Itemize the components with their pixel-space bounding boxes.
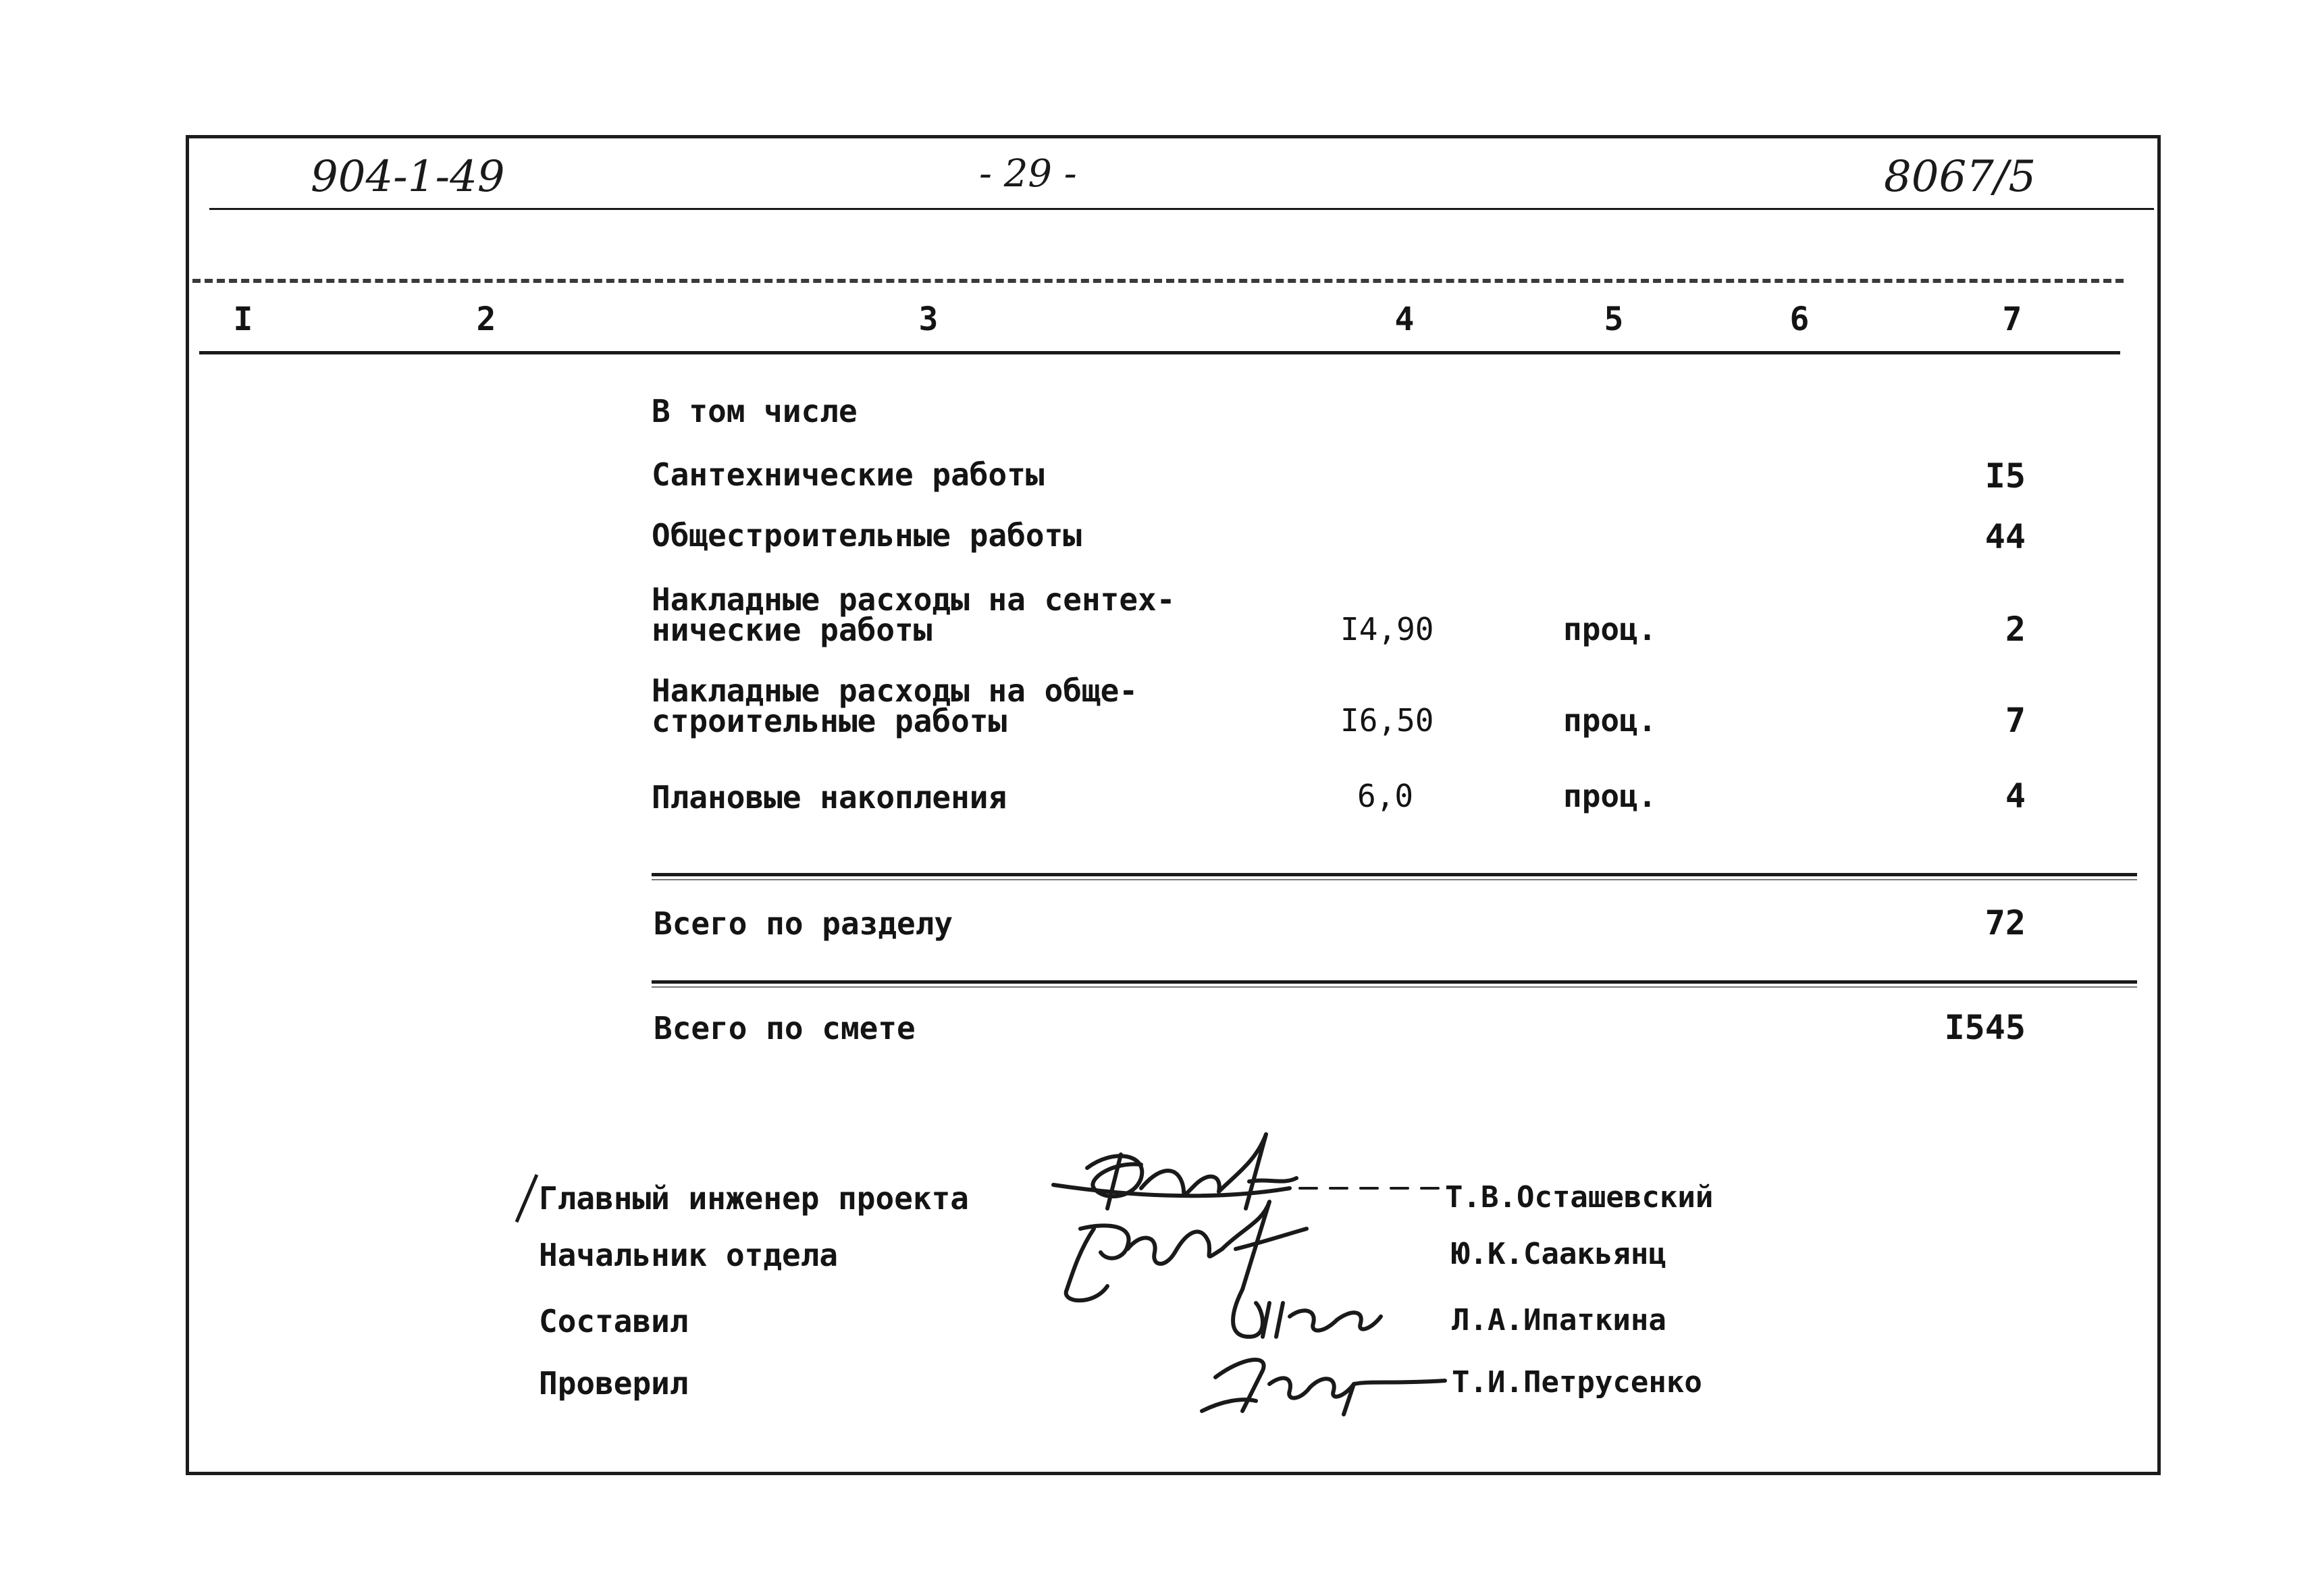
row-plumbing-label: Сантехнические работы	[652, 456, 1045, 493]
column-number-6: 6	[1789, 300, 1810, 338]
section-rule-upper-shadow	[652, 879, 2137, 880]
section-rule-upper	[652, 873, 2137, 876]
column-number-4: 4	[1394, 300, 1415, 338]
row-overhead-plumbing-total: 2	[2005, 610, 2026, 649]
signature-role-compiled-by: Составил	[539, 1303, 689, 1339]
section-rule-lower-shadow	[652, 986, 2137, 988]
row-overhead-general-total: 7	[2005, 701, 2026, 740]
row-general-construction-label: Общестроительные работы	[652, 517, 1082, 554]
column-number-3: 3	[918, 300, 939, 338]
signature-role-department-head: Начальник отдела	[539, 1237, 839, 1273]
signature-name-compiled-by: Л.А.Ипаткина	[1452, 1303, 1666, 1337]
signature-name-department-head: Ю.К.Саакьянц	[1452, 1237, 1666, 1271]
section-total-label: Всего по разделу	[654, 905, 953, 942]
sheet-code: 8067/5	[1884, 152, 2036, 202]
signature-role-checked-by: Проверил	[539, 1365, 689, 1402]
estimate-total-value: I545	[1944, 1008, 2026, 1047]
row-in-that-number: В том числе	[652, 393, 858, 429]
row-overhead-plumbing-rate: I4,90	[1340, 611, 1434, 647]
row-general-construction-total: 44	[1984, 517, 2026, 556]
project-code: 904-1-49	[311, 152, 505, 202]
row-overhead-plumbing-unit: проц.	[1563, 611, 1657, 647]
column-number-7: 7	[2002, 300, 2022, 338]
row-plumbing-total: I5	[1984, 456, 2026, 496]
column-header-bottom-rule	[199, 351, 2120, 354]
page-number: - 29 -	[979, 152, 1077, 196]
row-overhead-general-label-1: Накладные расходы на обще-	[652, 672, 1138, 709]
row-overhead-general-label-2: строительные работы	[652, 703, 1007, 739]
row-planned-savings-label: Плановые накопления	[652, 779, 1007, 816]
row-overhead-plumbing-label-2: нические работы	[652, 612, 932, 648]
section-rule-lower	[652, 980, 2137, 984]
row-overhead-general-unit: проц.	[1563, 702, 1657, 739]
column-number-2: 2	[476, 300, 496, 338]
tick-mark-icon	[513, 1171, 540, 1225]
handwritten-signatures	[1040, 1114, 1458, 1418]
header-rule	[209, 208, 2154, 210]
row-overhead-general-rate: I6,50	[1340, 702, 1434, 739]
signature-role-chief-engineer: Главный инженер проекта	[539, 1180, 969, 1217]
column-number-1: I	[233, 300, 253, 338]
section-total-value: 72	[1984, 903, 2026, 942]
row-overhead-plumbing-label-1: Накладные расходы на сентех-	[652, 581, 1176, 618]
row-planned-savings-rate: 6,0	[1357, 778, 1414, 814]
signature-name-checked-by: Т.И.Петрусенко	[1452, 1365, 1702, 1400]
estimate-total-label: Всего по смете	[654, 1010, 916, 1046]
column-header-top-rule	[192, 279, 2124, 283]
row-planned-savings-total: 4	[2005, 776, 2026, 816]
row-planned-savings-unit: проц.	[1563, 778, 1657, 814]
signature-name-chief-engineer: Т.В.Осташевский	[1445, 1180, 1714, 1215]
column-number-5: 5	[1604, 300, 1624, 338]
